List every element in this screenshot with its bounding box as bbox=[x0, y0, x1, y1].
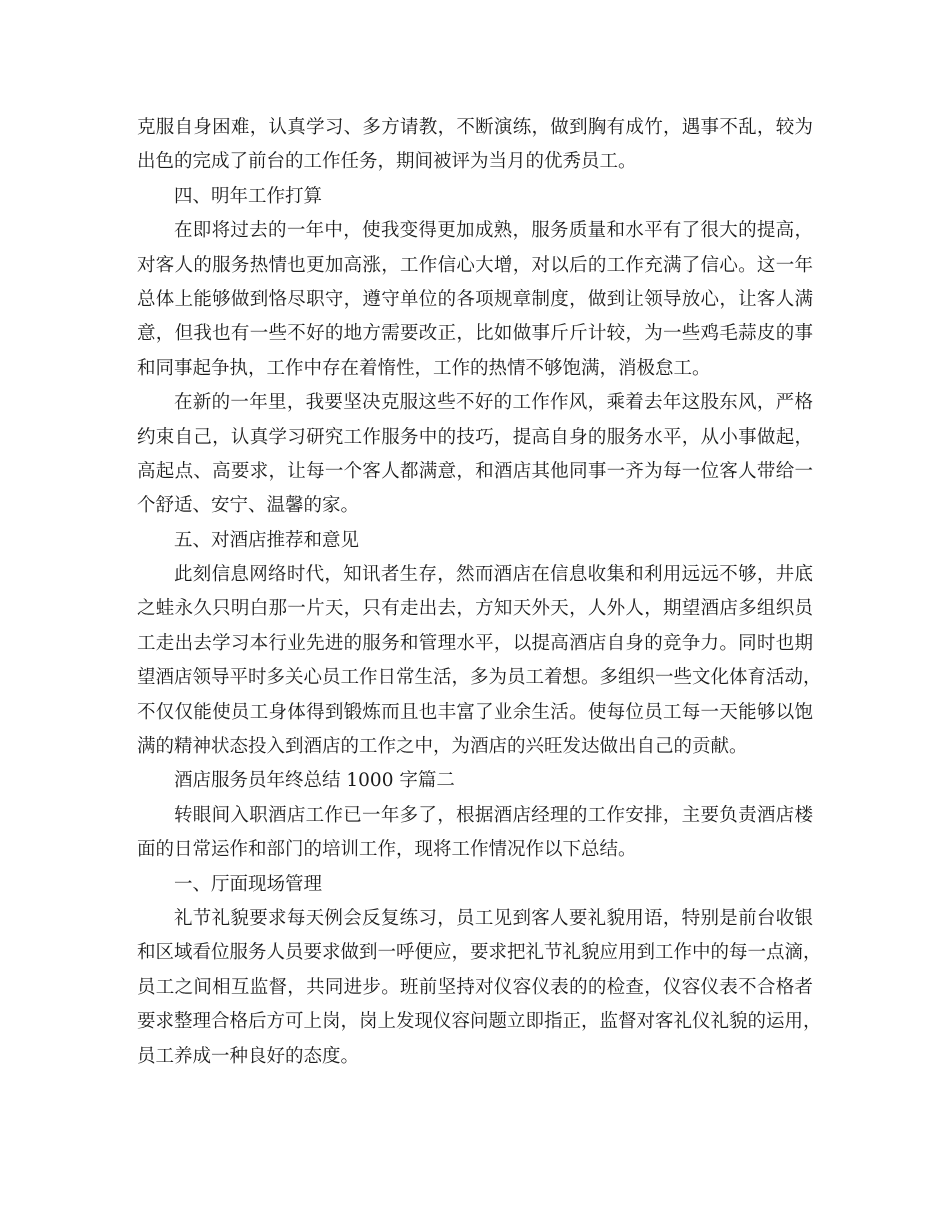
paragraph-line: 员工之间相互监督，共同进步。班前坚持对仪容仪表的的检查，仪容仪表不合格者 bbox=[137, 976, 813, 998]
paragraph-first-line: 酒店服务员年终总结 1000 字篇二 bbox=[174, 770, 455, 792]
paragraph-line: 不仅仅能使员工身体得到锻炼而且也丰富了业余生活。使每位员工每一天能够以饱 bbox=[137, 701, 813, 723]
paragraph-line: 和同事起争执，工作中存在着惰性，工作的热情不够饱满，消极怠工。 bbox=[137, 357, 711, 379]
paragraph-first-line: 此刻信息网络时代，知讯者生存，然而酒店在信息收集和利用远远不够，井底 bbox=[174, 564, 813, 586]
paragraph-line: 个舒适、安宁、温馨的家。 bbox=[137, 495, 360, 517]
paragraph-line: 克服自身困难，认真学习、多方请教，不断演练，做到胸有成竹，遇事不乱，较为 bbox=[137, 117, 813, 138]
paragraph-first-line: 礼节礼貌要求每天例会反复练习，员工见到客人要礼貌用语，特别是前台收银 bbox=[174, 907, 813, 929]
paragraph-line: 和区域看位服务人员要求做到一呼便应，要求把礼节礼貌应用到工作中的每一点滴， bbox=[137, 942, 822, 964]
paragraph-line: 高起点、高要求，让每一个客人都满意，和酒店其他同事一齐为每一位客人带给一 bbox=[137, 460, 813, 482]
paragraph-first-line: 五、对酒店推荐和意见 bbox=[174, 529, 360, 551]
document-body bbox=[137, 111, 822, 1074]
paragraph-line: 面的日常运作和部门的培训工作，现将工作情况作以下总结。 bbox=[137, 839, 637, 861]
paragraph-line: 对客人的服务热情也更加高涨，工作信心大增，对以后的工作充满了信心。这一年 bbox=[137, 254, 813, 276]
paragraph-first-line: 在新的一年里，我要坚决克服这些不好的工作作风，乘着去年这股东风，严格 bbox=[174, 392, 813, 414]
paragraph-line: 员工养成一种良好的态度。 bbox=[137, 1045, 360, 1067]
paragraph-first-line: 在即将过去的一年中，使我变得更加成熟，服务质量和水平有了很大的提高， bbox=[174, 220, 813, 242]
paragraph-line: 工走出去学习本行业先进的服务和管理水平，以提高酒店自身的竞争力。同时也期 bbox=[137, 632, 813, 654]
paragraph-first-line: 四、明年工作打算 bbox=[174, 185, 323, 207]
paragraph-line: 总体上能够做到恪尽职守，遵守单位的各项规章制度，做到让领导放心，让客人满 bbox=[137, 288, 813, 310]
paragraph-first-line: 一、厅面现场管理 bbox=[174, 873, 323, 895]
paragraph-line: 出色的完成了前台的工作任务，期间被评为当月的优秀员工。 bbox=[137, 151, 637, 173]
paragraph-first-line: 转眼间入职酒店工作已一年多了，根据酒店经理的工作安排，主要负责酒店楼 bbox=[174, 804, 813, 826]
paragraph-line: 要求整理合格后方可上岗，岗上发现仪容问题立即指正，监督对客礼仪礼貌的运用， bbox=[137, 1011, 822, 1033]
paragraph-line: 意，但我也有一些不好的地方需要改正，比如做事斤斤计较，为一些鸡毛蒜皮的事 bbox=[137, 323, 813, 345]
paragraph-line: 约束自己，认真学习研究工作服务中的技巧，提高自身的服务水平，从小事做起， bbox=[137, 426, 813, 448]
paragraph-line: 之蛙永久只明白那一片天，只有走出去，方知天外天，人外人，期望酒店多组织员 bbox=[137, 598, 813, 620]
paragraph-line: 满的精神状态投入到酒店的工作之中，为酒店的兴旺发达做出自己的贡献。 bbox=[137, 736, 748, 758]
paragraph-line: 望酒店领导平时多关心员工作日常生活，多为员工着想。多组织一些文化体育活动， bbox=[137, 667, 822, 689]
